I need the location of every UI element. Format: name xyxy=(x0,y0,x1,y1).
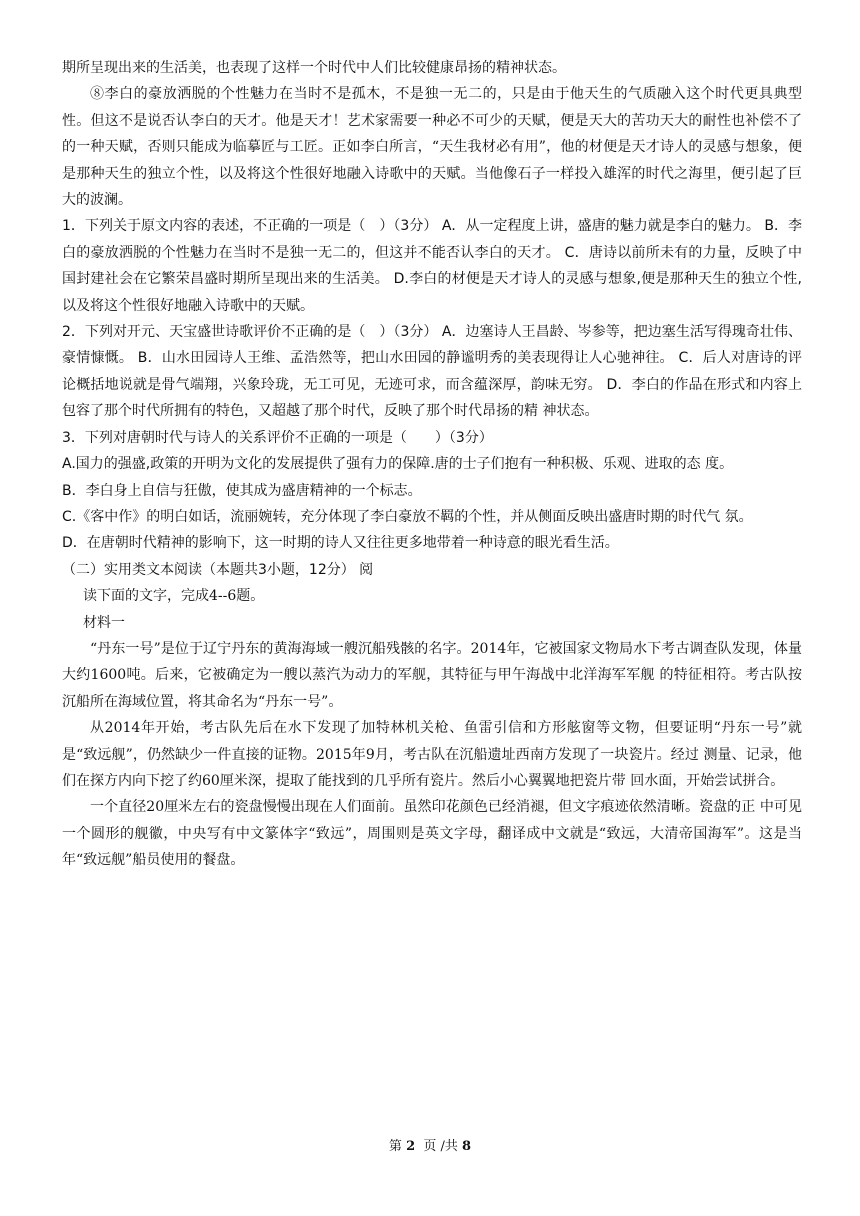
footer-total-pages: 8 xyxy=(462,1139,472,1154)
question-3: 3．下列对唐朝时代与诗人的关系评价不正确的一项是（ ）（3分） xyxy=(62,429,493,446)
section-instruction: 读下面的文字，完成4--6题。 xyxy=(83,588,265,605)
question-3-option-d: D．在唐朝时代精神的影响下，这一时期的诗人又往往更多地带着一种诗意的眼光看生活。 xyxy=(62,535,619,552)
paragraph-8: ⑧李白的豪放洒脱的个性魅力在当时不是孤木，不是独一无二的，只是由于他天生的气质融入这个时代更具典型性。但这不是说否认李白的天才。他是天才！艺术家需要一种必不可少的天赋，便是天大的苦功天大的耐性也补偿不了的一种天赋，否则只能成为临摹匠与工匠。正如李白所言，“天生我材必有用”，他的材便是天才诗人的灵感与想象，便是那种天生的独立个性，以及将这个性很好地融入诗歌中的天赋。当他像石子一样投入雄浑的时代之海里，便引起了巨大的波澜。 xyxy=(62,86,802,209)
paragraph-continuation: 期所呈现出来的生活美，也表现了这样一个时代中人们比较健康昂扬的精神状态。 xyxy=(62,60,566,76)
footer-middle: 页 /共 xyxy=(423,1139,458,1154)
question-3-option-a: A.国力的强盛,政策的开明为文化的发展提供了强有力的保障.唐的士子们抱有一种积极、乐观、进取的态 度。 xyxy=(62,456,734,473)
material-label: 材料一 xyxy=(83,614,125,631)
page-footer xyxy=(0,1135,860,1154)
question-3-option-c: C.《客中作》的明白如话，流丽婉转，充分体现了李白豪放不羁的个性，并从侧面反映出盛唐时期的时代气 氛。 xyxy=(62,508,753,525)
document-page xyxy=(62,55,802,874)
question-2: 2．下列对开元、天宝盛世诗歌评价不正确的是（ ）（3分） A．边塞诗人王昌龄、岑参等，把边塞生活写得瑰奇壮伟、豪情慷慨。 B．山水田园诗人王维、孟浩然等，把山水田园的静谧明秀的美表现得让人心驰神往。 C．后人对唐诗的评论概括地说就是骨气端翔，兴象玲珑，无工可见，无迹可求，而含蕴深厚，韵味无穷。 D．李白的作品在形式和内容上包容了那个时代所拥有的特色，又超越了那个时代，反映了那个时代昂扬的精 神状态。 xyxy=(62,324,802,420)
material-paragraph-1: “丹东一号”是位于辽宁丹东的黄海海域一艘沉船残骸的名字。2014年，它被国家文物局水下考古调查队发现，体量大约1600吨。后来，它被确定为一艘以蒸汽为动力的军舰，其特征与甲午海战中北洋海军军舰 的特征相符。考古队按沉船所在海域位置，将其命名为“丹东一号”。 xyxy=(62,640,802,710)
question-3-option-b: B．李白身上自信与狂傲，使其成为盛唐精神的一个标志。 xyxy=(62,482,422,499)
footer-page-number: 2 xyxy=(406,1139,416,1154)
footer-prefix: 第 xyxy=(388,1139,402,1154)
material-paragraph-3: 一个直径20厘米左右的瓷盘慢慢出现在人们面前。虽然印花颜色已经消褪，但文字痕迹依然清晰。瓷盘的正 中可见一个圆形的舰徽，中央写有中文篆体字“致远”，周围则是英文字母，翻译成中文就是“致远，大清帝国海军”。这是当年“致远舰”船员使用的餐盘。 xyxy=(62,799,802,869)
question-1: 1．下列关于原文内容的表述，不正确的一项是（ ）（3分） A．从一定程度上讲，盛唐的魅力就是李白的魅力。 B．李白的豪放洒脱的个性魅力在当时不是独一无二的，但这并不能否认李白的天才。 C．唐诗以前所未有的力量，反映了中国封建社会在它繁荣昌盛时期所呈现出来的生活美。 D.李白的材便是天才诗人的灵感与想象,便是那种天生的独立个性,以及将这个性很好地融入诗歌中的天赋。 xyxy=(62,218,802,314)
section-heading: （二）实用类文本阅读（本题共3小题，12分） 阅 xyxy=(62,561,374,578)
material-paragraph-2: 从2014年开始，考古队先后在水下发现了加特林机关枪、鱼雷引信和方形舷窗等文物，但要证明“丹东一号”就是“致远舰”，仍然缺少一件直接的证物。2015年9月，考古队在沉船遗址西南方发现了一块瓷片。经过 测量、记录，他们在探方内向下挖了约60厘米深，提取了能找到的几乎所有瓷片。然后小心翼翼地把瓷片带 回水面，开始尝试拼合。 xyxy=(62,720,802,789)
